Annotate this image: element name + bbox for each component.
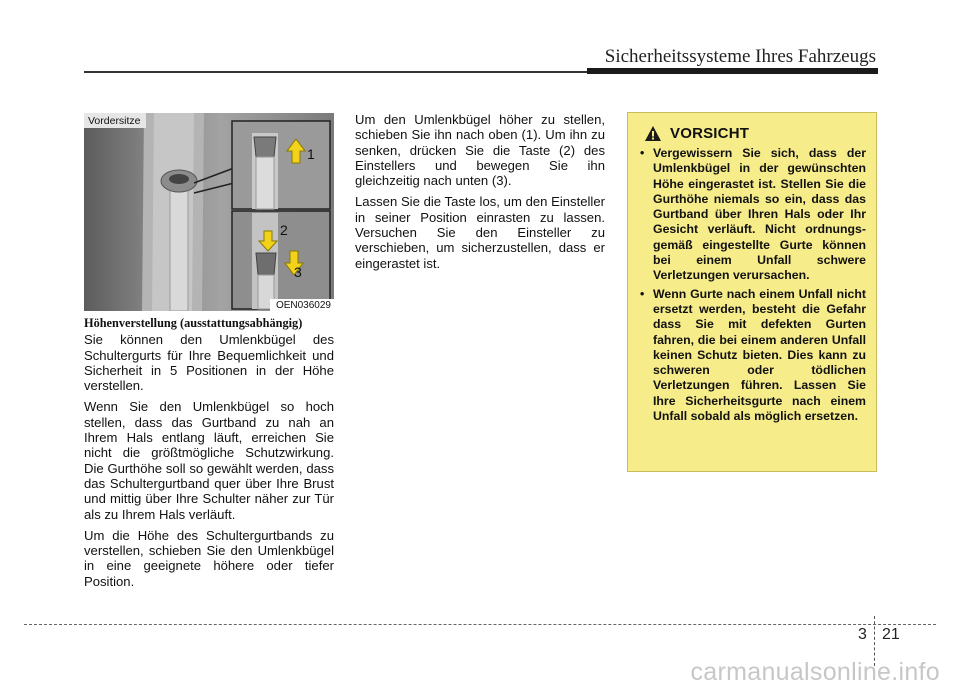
seatbelt-illustration [84, 113, 334, 311]
caution-item-text: Wenn Gurte nach einem Unfall nicht ersetzt werden, besteht die Gefahr dass Sie mit defekten Gurten fahren, die bei einem anderen Unfall keinen Schutz bieten. Dies kann zu schweren oder tödlichen Verletzungen führen. Lassen Sie Ihre Sicherheitsgurte nach einem Unfall sobald als möglich ersetzen. [653, 286, 866, 424]
bullet: • [640, 146, 645, 160]
page-number: 21 [882, 626, 900, 643]
figure-code: OEN036029 [270, 299, 334, 311]
caution-item [638, 146, 866, 284]
footer-rule [24, 624, 936, 625]
header-rule-accent [587, 68, 878, 74]
callout-2: 2 [280, 222, 288, 238]
callout-3: 3 [294, 264, 302, 280]
caution-box [627, 112, 877, 472]
left-column [84, 316, 334, 595]
figure-label: Vordersitze [84, 113, 146, 128]
caution-item [638, 287, 866, 425]
warning-triangle-icon [644, 125, 662, 142]
caution-title: VORSICHT [670, 125, 750, 142]
header-rule [84, 71, 587, 73]
paragraph: Lassen Sie die Taste los, um den Einsteller in seiner Position einrasten zu lassen. Versuchen Sie den Einsteller zu verschieben, um sicherzustellen, dass er eingerastet ist. [355, 194, 605, 271]
chapter-number: 3 [858, 626, 867, 643]
caution-header [644, 125, 866, 142]
caution-list [638, 146, 866, 424]
paragraph: Wenn Sie den Umlenkbügel so hoch stellen, dass das Gurtband zu nah an Ihrem Hals entlang läuft, erreichen Sie nicht die größtmögliche Schutzwirkung. Die Gurthöhe soll so gewählt werden, dass das Schultergurtband quer über Ihre Brust und mittig über Ihre Schulter näher zur Tür als zu Ihrem Hals verläuft. [84, 399, 334, 522]
watermark: carmanualsonline.info [690, 658, 940, 686]
callout-1: 1 [307, 146, 315, 162]
paragraph: Um den Umlenkbügel höher zu stellen, schieben Sie ihn nach oben (1). Um ihn zu senken, drücken Sie die Taste (2) des Einstellers und bewegen Sie ihn gleichzeitig nach unten (3). [355, 112, 605, 189]
paragraph: Um die Höhe des Schultergurtbands zu verstellen, schieben Sie den Umlenkbügel in eine geeignete höhere oder tiefer Position. [84, 527, 334, 589]
paragraph: Sie können den Umlenkbügel des Schultergurts für Ihre Bequemlichkeit und Sicherheit in 5 Positionen in der Höhe verstellen. [84, 332, 334, 394]
page-header-title: Sicherheitssysteme Ihres Fahrzeugs [604, 46, 876, 67]
caution-item-text: Vergewissern Sie sich, dass der Umlenkbügel in der gewünschten Höhe eingerastet ist. Stellen Sie die Gurthöhe niemals so ein, dass das Gurtband über Ihren Hals oder Ihr Gesicht verläuft. Nicht ordnungs-gemäß eingestellte Gurte können bei einem Unfall schwere Verletzungen verursachen. [653, 146, 866, 283]
seatbelt-height-figure [84, 113, 334, 311]
middle-column [355, 112, 605, 277]
section-subheading: Höhenverstellung (ausstattungsabhängig) [84, 316, 303, 330]
bullet: • [640, 286, 645, 301]
